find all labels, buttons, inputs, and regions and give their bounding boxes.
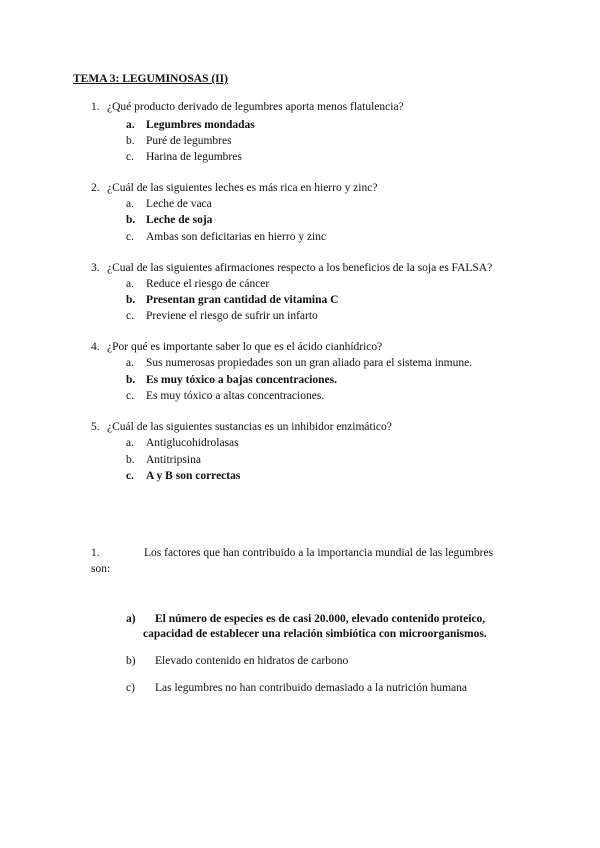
option-text-correct: A y B son correctas [146, 470, 241, 482]
option-letter: a. [126, 437, 134, 449]
option-letter: b. [126, 135, 135, 147]
question-text: ¿Cual de las siguientes afirmaciones respecto a los beneficios de la soja es FALSA? [107, 262, 493, 274]
option-text-correct-continued: capacidad de establecer una relación simbiótica con microorganismos. [143, 628, 487, 640]
page-title: TEMA 3: LEGUMINOSAS (II) [73, 73, 228, 85]
option-text: Reduce el riesgo de cáncer [146, 278, 270, 290]
option-text: Antitripsina [146, 454, 201, 466]
question-text: Los factores que han contribuido a la importancia mundial de las legumbres [144, 547, 494, 559]
option-letter: a. [126, 119, 135, 131]
option-text: Sus numerosas propiedades son un gran aliado para el sistema inmune. [146, 357, 473, 369]
option-text-correct: Legumbres mondadas [146, 119, 255, 131]
option-letter: c. [126, 151, 134, 163]
option-text: Ambas son deficitarias en hierro y zinc [146, 231, 327, 243]
option-letter: b. [126, 454, 135, 466]
option-text-correct: Leche de soja [146, 214, 213, 226]
option-text: Puré de legumbres [146, 135, 232, 147]
option-letter: b. [126, 374, 136, 386]
question-number: 1. [91, 547, 100, 559]
option-text: Previene el riesgo de sufrir un infarto [146, 310, 318, 322]
option-letter: a. [126, 357, 134, 369]
option-text: Antiglucohidrolasas [146, 437, 239, 449]
option-letter: b) [126, 655, 136, 667]
option-text: Las legumbres no han contribuido demasiado a la nutrición humana [155, 682, 468, 694]
question-number: 5. [91, 421, 100, 433]
option-text: Elevado contenido en hidratos de carbono [155, 655, 349, 667]
option-letter: b. [126, 294, 136, 306]
question-number: 2. [91, 182, 100, 194]
option-letter: c. [126, 310, 134, 322]
option-letter: c. [126, 390, 134, 402]
option-letter: a. [126, 198, 134, 210]
option-letter: b. [126, 214, 136, 226]
question-number: 4. [91, 341, 100, 353]
option-text-correct: Presentan gran cantidad de vitamina C [146, 294, 339, 306]
option-letter: a) [126, 613, 136, 625]
question-text: ¿Cuál de las siguientes leches es más rica en hierro y zinc? [107, 182, 378, 194]
question-text: ¿Cuál de las siguientes sustancias es un inhibidor enzimático? [107, 421, 392, 433]
option-text: Leche de vaca [146, 198, 212, 210]
question-text: ¿Qué producto derivado de legumbres aporta menos flatulencia? [107, 101, 404, 113]
question-number: 1. [91, 101, 100, 113]
question-text-continued: son: [91, 563, 111, 575]
option-text-correct: El número de especies es de casi 20.000, elevado contenido proteico, [155, 613, 486, 625]
option-letter: c. [126, 470, 134, 482]
question-number: 3. [91, 262, 100, 274]
option-text-correct: Es muy tóxico a bajas concentraciones. [146, 374, 338, 386]
question-text: ¿Por qué es importante saber lo que es el ácido cianhídrico? [107, 341, 383, 353]
option-text: Es muy tóxico a altas concentraciones. [146, 390, 325, 402]
option-letter: a. [126, 278, 134, 290]
option-letter: c. [126, 231, 134, 243]
option-letter: c) [126, 682, 135, 694]
option-text: Harina de legumbres [146, 151, 242, 163]
